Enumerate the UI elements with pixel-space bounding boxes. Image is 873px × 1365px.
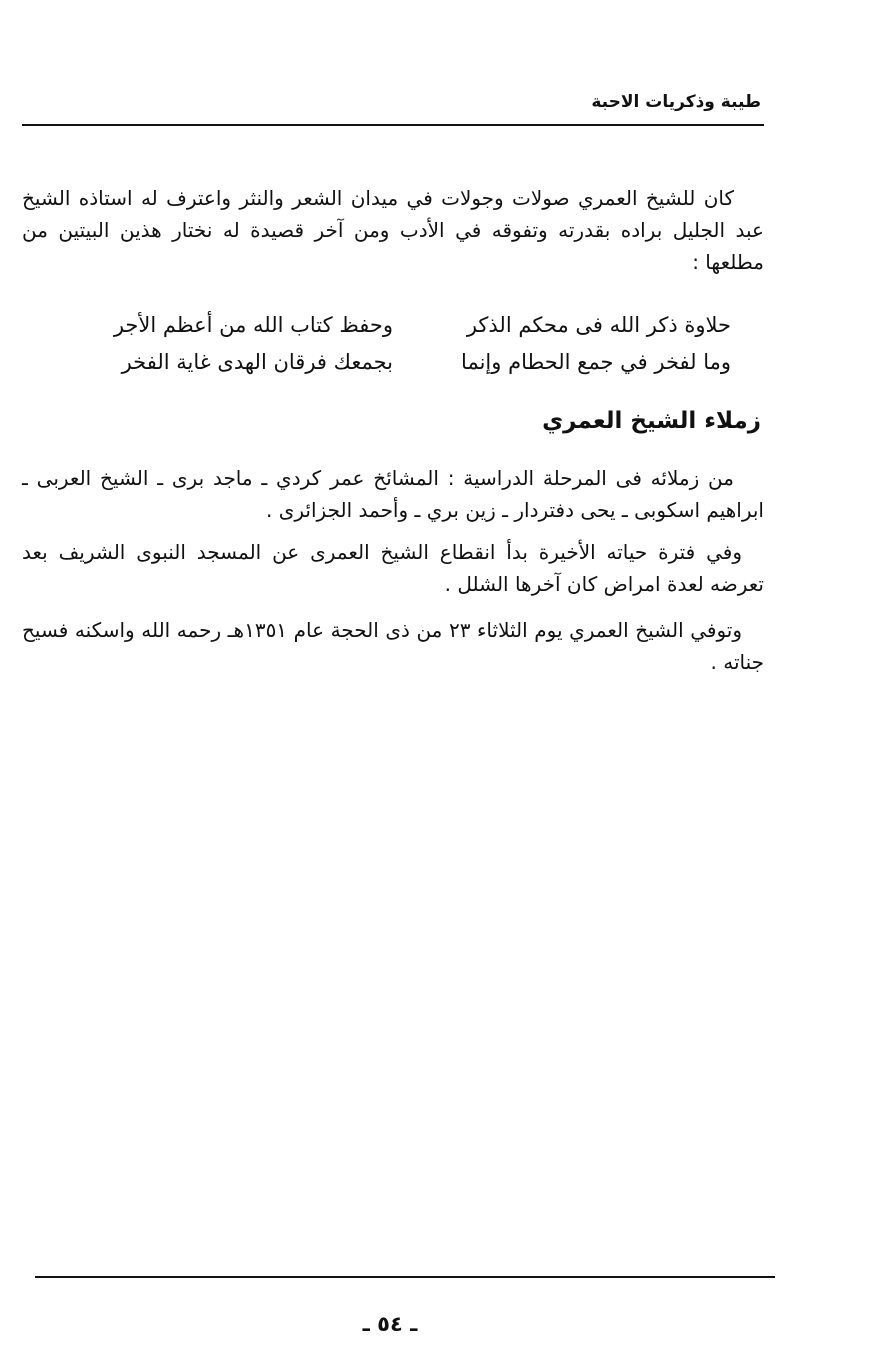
running-header-title: طيبة وذكريات الاحبة (591, 92, 761, 112)
verse-2-first-hemistich: وما لفخر في جمع الحطام وإنما (461, 350, 731, 374)
verse-2-second-hemistich: بجمعك فرقان الهدى غاية الفخر (121, 350, 393, 374)
illness-paragraph: وفي فترة حياته الأخيرة بدأ انقطاع الشيخ العمرى عن المسجد النبوى الشريف بعد تعرضه لعدة امراض كان آخرها الشلل . (22, 540, 764, 596)
intro-paragraph: كان للشيخ العمري صولات وجولات في ميدان الشعر والنثر واعترف له استاذه الشيخ عبد الجليل براده بقدرته وتفوقه في الأدب ومن آخر قصيدة له نختار هذين البيتين من مطلعها : (22, 186, 764, 274)
section-heading: زملاء الشيخ العمري (542, 408, 761, 434)
colleagues-paragraph: من زملائه فى المرحلة الدراسية : المشائخ عمر كردي ـ ماجد برى ـ الشيخ العربى ـ ابراهيم اسكوبى ـ يحى دفتردار ـ زين بري ـ وأحمد الجزائرى . (22, 466, 764, 522)
header-divider (22, 124, 764, 126)
verse-1-first-hemistich: حلاوة ذكر الله فى محكم الذكر (466, 313, 731, 337)
verse-1-second-hemistich: وحفظ كتاب الله من أعظم الأجر (113, 313, 393, 337)
footer-divider (35, 1276, 775, 1278)
death-paragraph: وتوفي الشيخ العمري يوم الثلاثاء ٢٣ من ذى الحجة عام ١٣٥١هـ رحمه الله واسكنه فسيح جناته . (22, 618, 764, 674)
page-number: ـ ٥٤ ـ (362, 1312, 418, 1336)
